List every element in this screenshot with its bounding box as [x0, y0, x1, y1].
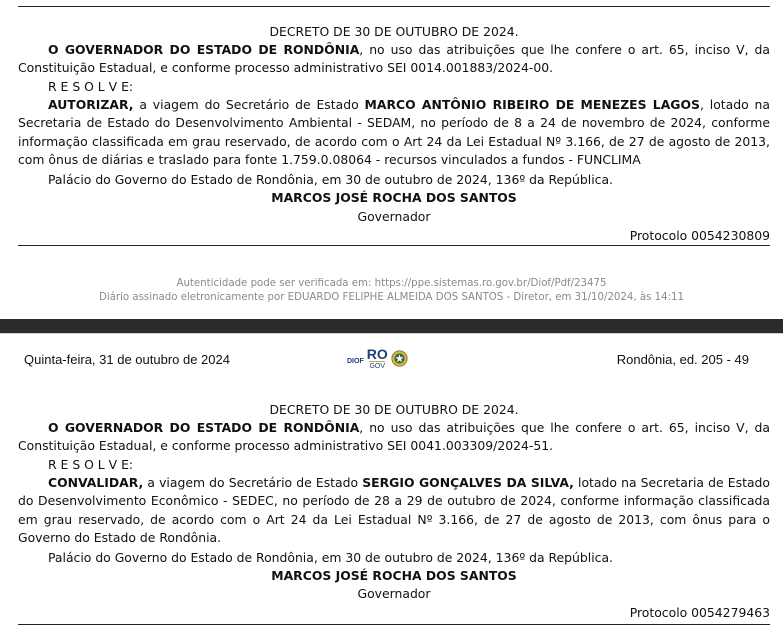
header-edition: Rondônia, ed. 205 - 49: [616, 352, 749, 367]
decree-2-body: [18, 474, 770, 547]
page-break-bar: [0, 319, 783, 333]
decree-2-signer-name: MARCOS JOSÉ ROCHA DOS SANTOS: [271, 568, 517, 583]
decree-2-body-text-a: a viagem do Secretário de Estado: [143, 475, 363, 490]
decree-1-bottom-divider: [18, 245, 770, 246]
decree-1-protocol: Protocolo 0054230809: [629, 228, 770, 243]
decree-2-signer-role: Governador: [357, 586, 431, 601]
page-break-line: [0, 333, 783, 334]
decree-1-preamble: [18, 41, 770, 78]
diof-logo: [347, 345, 408, 371]
verification-url: Autenticidade pode ser verificada em: https://ppe.sistemas.ro.gov.br/Diof/Pdf/23475: [176, 278, 607, 289]
decree-2-place: Palácio do Governo do Estado de Rondônia, em 30 de outubro de 2024, 136º da República.: [48, 550, 613, 565]
decree-1-preamble-text: , no uso das atribuições que lhe confere o art. 65, inciso V, da Constituição Estadual, e conforme processo administrativo SEI 0014.001883/2024-00.: [18, 42, 770, 76]
header-date: Quinta-feira, 31 de outubro de 2024: [24, 352, 230, 367]
decree-2-preamble: [18, 419, 770, 456]
decree-1-action: AUTORIZAR,: [48, 97, 134, 112]
decree-1-body: [18, 96, 770, 169]
decree-2-bottom-divider: [18, 624, 770, 625]
decree-1-governor: O GOVERNADOR DO ESTADO DE RONDÔNIA: [48, 42, 360, 57]
decree-1-resolve: R E S O L V E:: [48, 79, 134, 94]
logo-gov-text: GOV: [369, 362, 386, 370]
verification-signature: Diário assinado eletronicamente por EDUARDO FELIPHE ALMEIDA DOS SANTOS - Diretor, em 31/10/2024, às 14:11: [98, 292, 685, 303]
decree-2-title: DECRETO DE 30 DE OUTUBRO DE 2024.: [269, 402, 519, 417]
state-seal-icon: [391, 350, 408, 367]
decree-2-action: CONVALIDAR,: [48, 475, 144, 490]
decree-1-place: Palácio do Governo do Estado de Rondônia, em 30 de outubro de 2024, 136º da República.: [48, 172, 613, 187]
decree-2-signer: [18, 567, 770, 585]
decree-2-protocol: Protocolo 0054279463: [629, 605, 770, 620]
decree-1-signer: [18, 189, 770, 207]
decree-1-signer-name: MARCOS JOSÉ ROCHA DOS SANTOS: [271, 190, 517, 205]
decree-2-governor: O GOVERNADOR DO ESTADO DE RONDÔNIA: [48, 420, 360, 435]
decree-1-person: MARCO ANTÔNIO RIBEIRO DE MENEZES LAGOS: [364, 97, 700, 112]
decree-1-body-text-a: a viagem do Secretário de Estado: [133, 97, 365, 112]
decree-1-body-text-b: , lotado na Secretaria de Estado do Desenvolvimento Ambiental - SEDAM, no período de 8 a 24 de novembro de 2024, conforme informação classificada em grau reservado, de acordo com o Art 24 da Lei Estadual Nº 3.166, de 27 de agosto de 2013, com ônus de diárias e traslado para fonte 1.759.0.08064 - recursos vinculados a fundos - FUNCLIMA: [18, 97, 770, 167]
logo-ro-gov: [367, 347, 388, 370]
logo-diof-text: DIOF: [347, 357, 364, 365]
decree-1-signer-role: Governador: [357, 209, 431, 224]
decree-2-resolve: R E S O L V E:: [48, 457, 134, 472]
top-divider: [18, 6, 770, 7]
decree-2-person: SERGIO GONÇALVES DA SILVA,: [362, 475, 574, 490]
decree-1-title: DECRETO DE 30 DE OUTUBRO DE 2024.: [269, 24, 519, 39]
decree-2-body-text-b: lotado na Secretaria de Estado do Desenvolvimento Econômico - SEDEC, no período de 28 a 29 de outubro de 2024, conforme informação classificada em grau reservado, de acordo com o Art 24 da Lei Estadual Nº 3.166, de 27 de agosto de 2013, com ônus para o Governo do Estado de Rondônia.: [18, 475, 770, 545]
decree-2-preamble-text: , no uso das atribuições que lhe confere o art. 65, inciso V, da Constituição Estadual, e conforme processo administrativo SEI 0041.003309/2024-51.: [18, 420, 770, 454]
logo-ro-text: RO: [366, 345, 388, 362]
